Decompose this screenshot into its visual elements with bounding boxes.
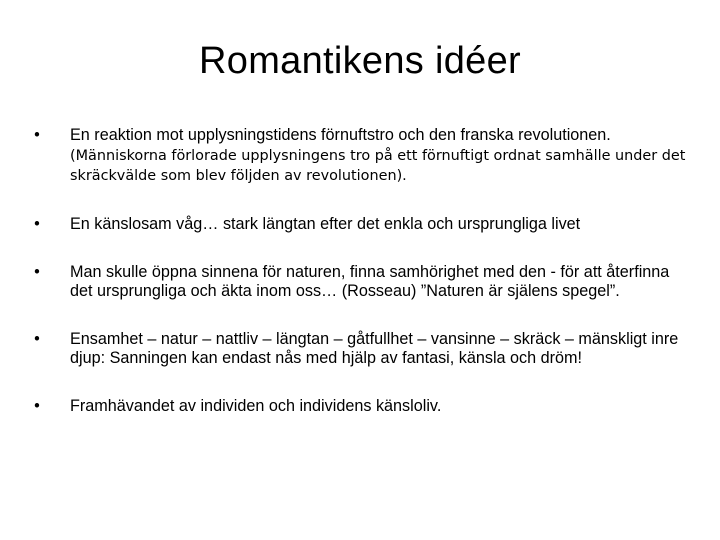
bullet-item xyxy=(30,215,690,234)
bullet-extra-text: (Människorna förlorade upplysningens tro på ett förnuftigt ordnat samhälle under det skräckvälde som blev följden av revolutionen). xyxy=(70,148,686,184)
bullet-item xyxy=(30,397,690,416)
bullet-dot-icon: • xyxy=(34,330,40,348)
bullet-dot-icon: • xyxy=(34,263,40,281)
bullet-item xyxy=(30,126,690,186)
bullet-text: En reaktion mot upplysningstidens förnuftstro och den franska revolutionen. xyxy=(70,126,611,144)
bullet-dot-icon: • xyxy=(34,126,40,144)
bullet-text: Man skulle öppna sinnena för naturen, finna samhörighet med den - för att återfinna det ursprungliga och äkta inom oss… (Rosseau) ”Naturen är själens spegel”. xyxy=(70,263,670,300)
bullet-text: En känslosam våg… stark längtan efter det enkla och ursprungliga livet xyxy=(70,215,581,233)
bullet-item xyxy=(30,263,690,301)
bullet-list xyxy=(30,126,690,416)
bullet-text: Ensamhet – natur – nattliv – längtan – gåtfullhet – vansinne – skräck – mänskligt inre djup: Sanningen kan endast nås med hjälp av fantasi, känsla och dröm! xyxy=(70,330,679,367)
bullet-text: Framhävandet av individen och individens känsloliv. xyxy=(70,397,442,415)
bullet-dot-icon: • xyxy=(34,215,40,233)
bullet-dot-icon: • xyxy=(34,397,40,415)
slide-title: Romantikens idéer xyxy=(199,40,521,82)
bullet-item xyxy=(30,330,690,368)
